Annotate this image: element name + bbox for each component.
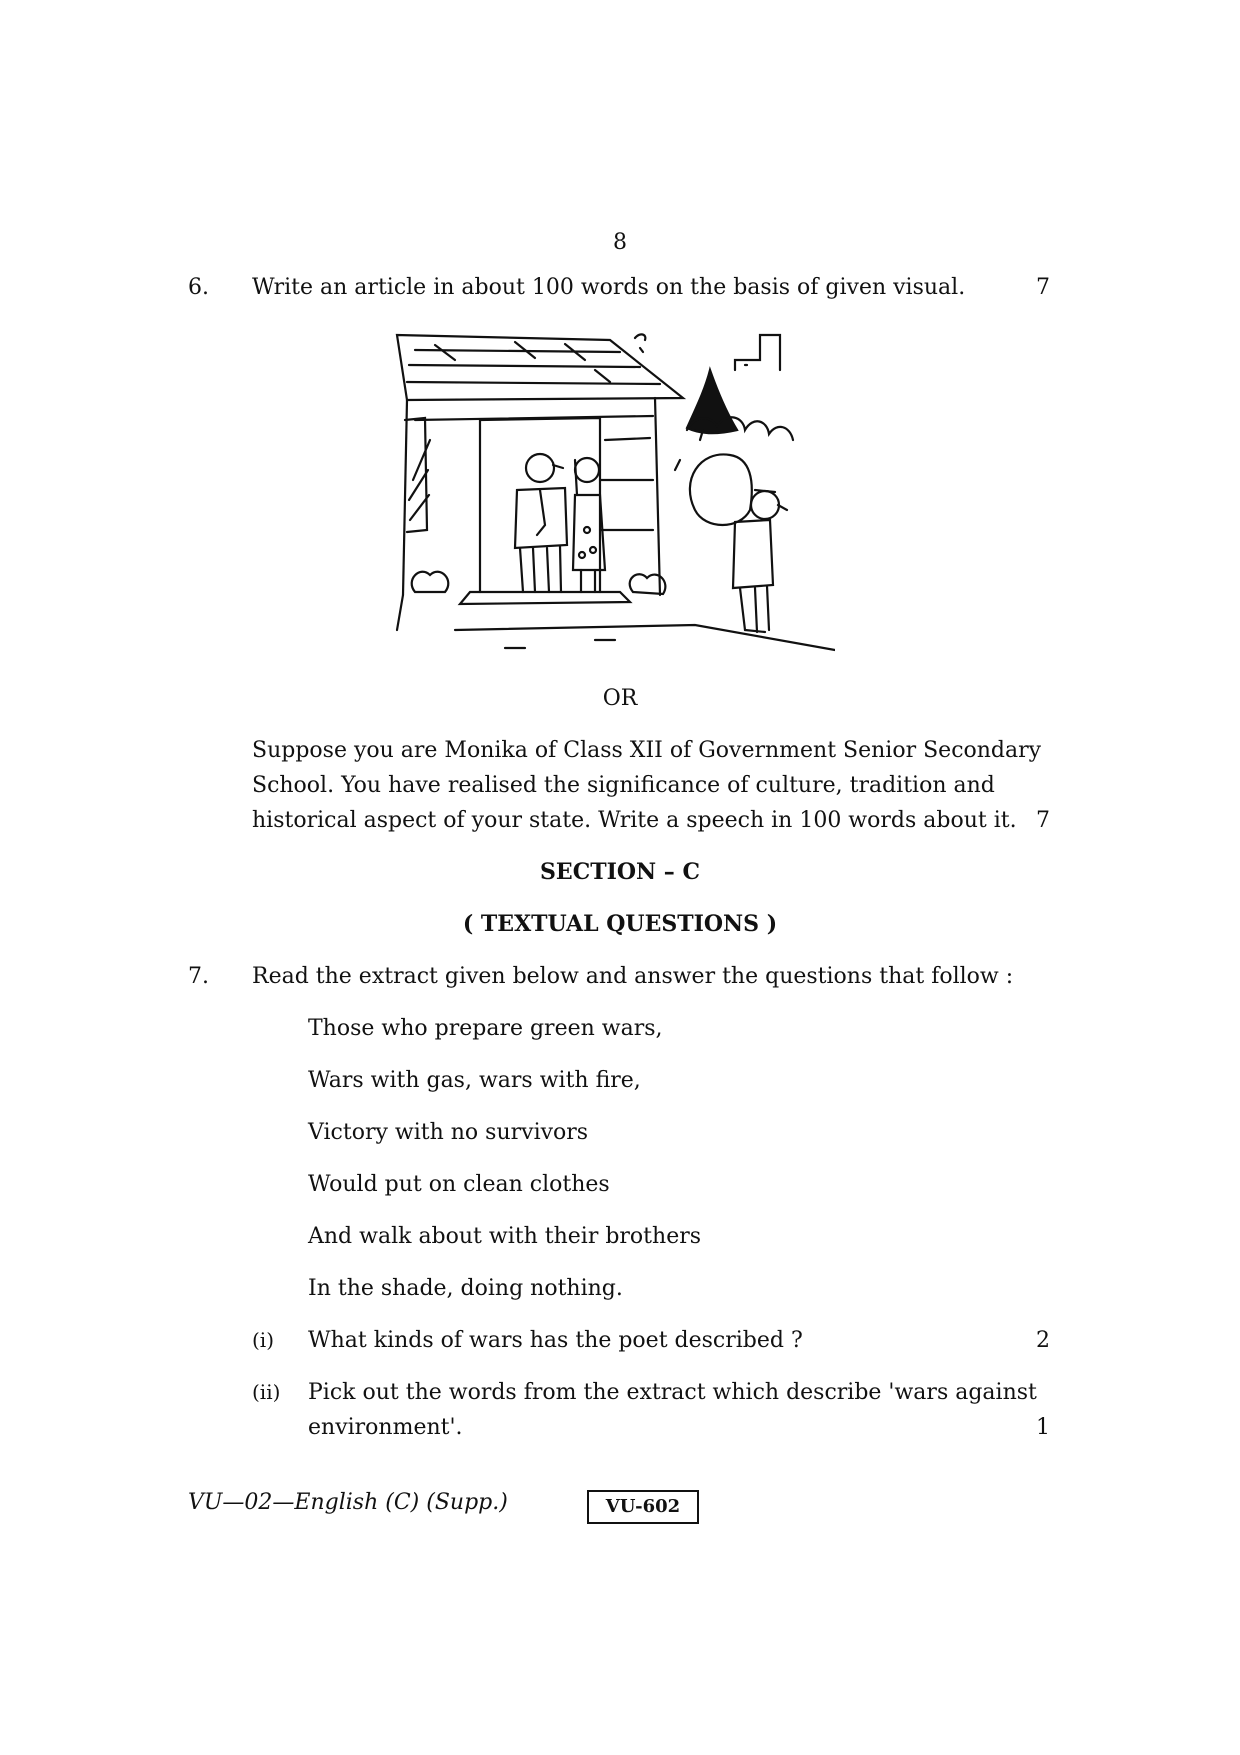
question-6-number: 6.: [188, 275, 209, 300]
subquestion-ii-marks: 1: [1036, 1415, 1050, 1440]
poem-line: Those who prepare green wars,: [308, 1016, 663, 1041]
q6-alt-line2: School. You have realised the significance of culture, tradition and: [252, 773, 995, 798]
poem-line: Wars with gas, wars with fire,: [308, 1068, 641, 1093]
poem-line: And walk about with their brothers: [308, 1224, 702, 1249]
poem-line: In the shade, doing nothing.: [308, 1276, 623, 1301]
question-7-text: Read the extract given below and answer the questions that follow :: [252, 964, 1014, 989]
building: [735, 335, 780, 370]
q6-alt-line1: Suppose you are Monika of Class XII of Government Senior Secondary: [252, 738, 1042, 763]
bush-left: [412, 572, 449, 592]
poem-line: Would put on clean clothes: [308, 1172, 610, 1197]
footer-series-code: VU-602: [587, 1490, 699, 1524]
subquestion-i-text: What kinds of wars has the poet described ?: [308, 1328, 803, 1353]
section-subtitle: ( TEXTUAL QUESTIONS ): [462, 911, 778, 937]
subquestion-i-number: (i): [252, 1328, 275, 1352]
subquestion-i-marks: 2: [1036, 1328, 1050, 1353]
section-title: SECTION – C: [540, 859, 700, 885]
question-6-text: Write an article in about 100 words on the basis of given visual.: [252, 275, 966, 300]
question-7-number: 7.: [188, 964, 209, 989]
house-wall: [403, 400, 407, 595]
subquestion-ii-text: Pick out the words from the extract which describe 'wars against: [308, 1380, 1037, 1405]
q6-alt-marks: 7: [1036, 808, 1050, 833]
man-figure: [515, 454, 567, 592]
poem-line: Victory with no survivors: [308, 1120, 589, 1145]
or-divider: OR: [602, 686, 638, 711]
subquestion-ii-text-cont: environment'.: [308, 1415, 463, 1440]
question-6-marks: 7: [1036, 275, 1050, 300]
footer-paper-code: VU—02—English (C) (Supp.): [188, 1490, 508, 1515]
tree: [687, 370, 737, 433]
subquestion-ii-number: (ii): [252, 1380, 281, 1404]
doorstep: [460, 592, 630, 604]
cartoon-illustration: [395, 330, 835, 655]
q6-alt-line3: historical aspect of your state. Write a speech in 100 words about it.: [252, 808, 1017, 833]
page-number: 8: [613, 230, 627, 255]
man-with-sack: [675, 430, 787, 632]
